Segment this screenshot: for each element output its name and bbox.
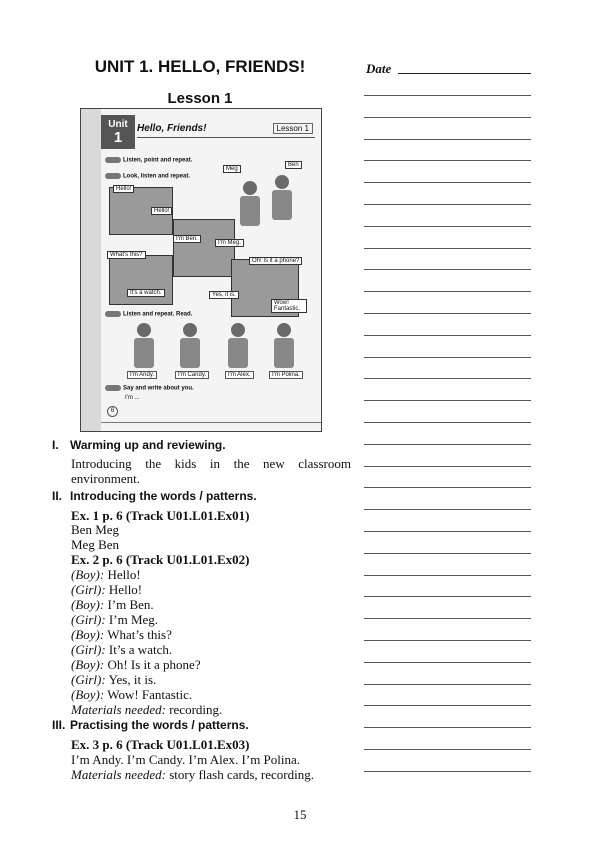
bubble-im-ben: I'm Ben. [173, 235, 201, 243]
writing-line [364, 487, 531, 488]
writing-line [364, 684, 531, 685]
pencil-icon [105, 385, 121, 391]
dialogue-line: (Boy): What’s this? [71, 627, 172, 642]
writing-line [364, 749, 531, 750]
bubble-wow: Wow! Fantastic. [271, 299, 307, 313]
name-label-polina: I'm Polina. [269, 371, 303, 379]
kid-andy [133, 323, 155, 369]
page-number: 15 [293, 807, 307, 822]
dialogue-line: (Boy): Wow! Fantastic. [71, 687, 193, 702]
footer-rule [101, 422, 321, 423]
ex3-line: I’m Andy. I’m Candy. I’m Alex. I’m Polina. [71, 752, 301, 767]
textbook-page-image [80, 108, 322, 432]
writing-line [364, 378, 531, 379]
audio-icon [105, 311, 121, 317]
writing-line [364, 182, 531, 183]
writing-line [364, 204, 531, 205]
meg-figure [239, 181, 261, 227]
writing-line [364, 117, 531, 118]
writing-line [364, 531, 531, 532]
instruction-2: Look, listen and repeat. [105, 173, 190, 180]
dialogue-line: (Girl): Yes, it is. [71, 672, 157, 687]
bubble-hello-2: Hello! [151, 207, 172, 215]
writing-line [364, 662, 531, 663]
dialogue-line: (Girl): Hello! [71, 582, 143, 597]
writing-line [364, 335, 531, 336]
ex1-line-2: Meg Ben [71, 537, 120, 552]
writing-line [364, 160, 531, 161]
dialogue-line: (Boy): Oh! Is it a phone? [71, 657, 201, 672]
ex1-title: Ex. 1 p. 6 (Track U01.L01.Ex01) [71, 508, 250, 523]
warmup-text: Introducing the kids in the new classroom environment. [71, 456, 351, 486]
dialogue-line: (Boy): Hello! [71, 567, 141, 582]
writing-line [364, 95, 531, 96]
writing-line [364, 269, 531, 270]
ben-figure [271, 175, 293, 221]
writing-line [364, 509, 531, 510]
meg-label: Meg [223, 165, 241, 173]
unit-tab: Unit 1 [101, 115, 135, 149]
instruction-3: Listen and repeat. Read. [105, 311, 192, 318]
page-edge [81, 109, 101, 431]
bubble-its-a-watch: It's a watch. [127, 289, 165, 297]
writing-line [364, 596, 531, 597]
textbook-page-number: 6 [107, 406, 118, 417]
section-3-heading: III. Practising the words / patterns. [52, 718, 249, 732]
kid-candy [179, 323, 201, 369]
writing-line [364, 400, 531, 401]
writing-line [364, 226, 531, 227]
writing-line [364, 248, 531, 249]
writing-line [364, 466, 531, 467]
writing-line [364, 705, 531, 706]
instruction-1: Listen, point and repeat. [105, 157, 192, 164]
story-frame-2 [173, 219, 235, 277]
writing-line [364, 357, 531, 358]
unit-title: UNIT 1. HELLO, FRIENDS! [94, 57, 306, 76]
name-label-alex: I'm Alex. [225, 371, 254, 379]
audio-icon [105, 157, 121, 163]
bubble-im-meg: I'm Meg. [215, 239, 244, 247]
writing-line [364, 640, 531, 641]
name-label-andy: I'm Andy. [127, 371, 157, 379]
writing-line [364, 575, 531, 576]
section-2-heading: II. Introducing the words / patterns. [52, 489, 257, 503]
ex3-title: Ex. 3 p. 6 (Track U01.L01.Ex03) [71, 737, 250, 752]
audio-icon [105, 173, 121, 179]
dialogue-line: (Boy): I’m Ben. [71, 597, 154, 612]
dialogue-line: (Girl): It’s a watch. [71, 642, 173, 657]
writing-line [364, 291, 531, 292]
kid-alex [227, 323, 249, 369]
ex3-materials: Materials needed: story flash cards, recording. [71, 767, 314, 782]
date-label: Date [366, 61, 392, 76]
ex2-title: Ex. 2 p. 6 (Track U01.L01.Ex02) [71, 552, 250, 567]
textbook-header: Hello, Friends! [137, 123, 207, 134]
bubble-hello-1: Hello! [113, 185, 134, 193]
writing-line [364, 422, 531, 423]
writing-line [364, 727, 531, 728]
writing-line [364, 313, 531, 314]
lesson-title: Lesson 1 [167, 90, 233, 107]
writing-line [364, 553, 531, 554]
dialogue-line: (Girl): I’m Meg. [71, 612, 159, 627]
writing-line [364, 771, 531, 772]
bubble-is-it-phone: Oh! Is it a phone? [249, 257, 302, 265]
bubble-yes-it-is: Yes, it is. [209, 291, 239, 299]
ex2-materials: Materials needed: recording. [71, 702, 223, 717]
textbook-lesson-tag: Lesson 1 [273, 123, 313, 134]
header-rule [137, 137, 315, 138]
instruction-4: Say and write about you. [105, 385, 194, 392]
bubble-whats-this: What's this? [107, 251, 146, 259]
ben-label: Ben [285, 161, 302, 169]
date-line [398, 73, 531, 74]
story-frame-3 [109, 255, 173, 305]
writing-line [364, 618, 531, 619]
section-1-heading: I. Warming up and reviewing. [52, 438, 226, 452]
kid-polina [273, 323, 295, 369]
writing-line [364, 139, 531, 140]
ex1-line-1: Ben Meg [71, 522, 120, 537]
write-prompt: I'm ... [125, 395, 140, 401]
name-label-candy: I'm Candy. [175, 371, 209, 379]
writing-line [364, 444, 531, 445]
